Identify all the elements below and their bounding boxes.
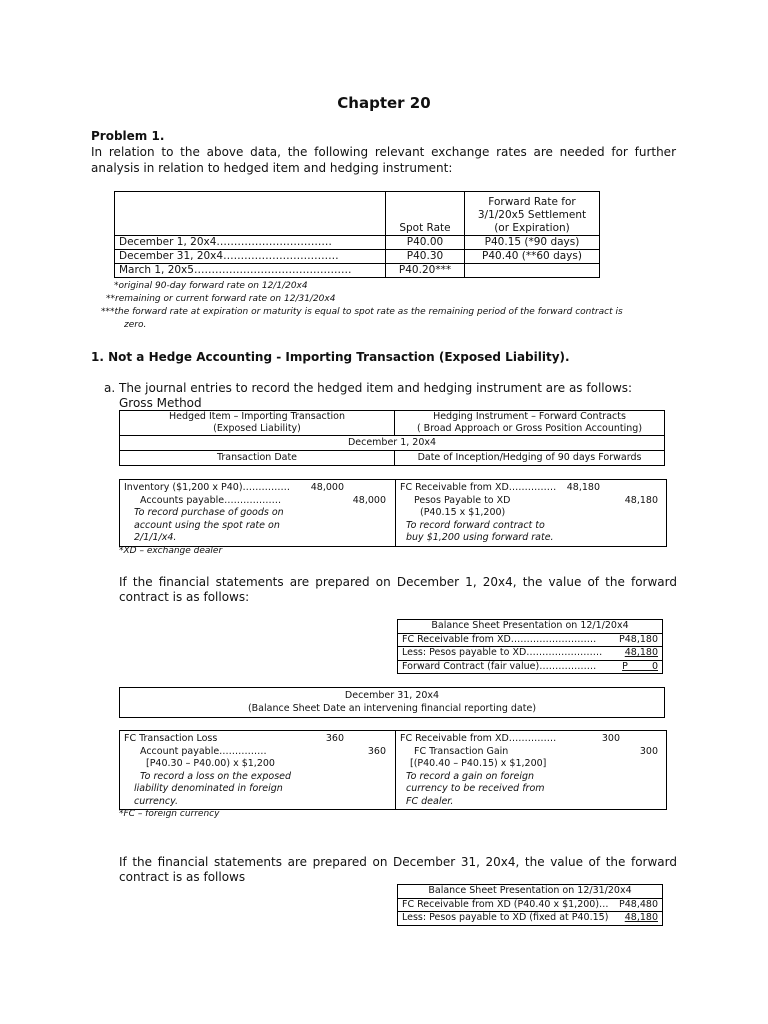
rates-date: December 31, 20x4……………………………	[115, 250, 386, 264]
je-credit-amount: 48,180	[624, 494, 658, 506]
bs-title: Balance Sheet Presentation on 12/1/20x4	[398, 620, 663, 634]
rates-row	[115, 250, 600, 264]
hedging-instrument-line-2: ( Broad Approach or Gross Position Accounting)	[416, 423, 643, 434]
je-explanation: To record forward contract to	[406, 519, 545, 531]
bs-label: FC Receivable from XD (P40.40 x $1,200)…	[398, 898, 615, 912]
hedging-instrument-header	[395, 411, 665, 436]
bs-value: 48,180	[613, 647, 662, 661]
je-explanation: account using the spot rate on	[134, 519, 280, 531]
hedged-item-line-1: Hedged Item – Importing Transaction	[169, 411, 345, 422]
je-credit-amount: 360	[367, 745, 386, 757]
rates-forward	[465, 264, 600, 278]
hedging-instrument-line-1: Hedging Instrument – Forward Contracts	[433, 411, 626, 422]
rates-spot: P40.20***	[386, 264, 465, 278]
bs-label: FC Receivable from XD………………………	[398, 633, 614, 647]
je-debit-amount: 48,000	[310, 482, 344, 493]
para-dec31-line-2: contract is as follows	[119, 870, 246, 884]
je-debit-account: FC Receivable from XD……………	[400, 733, 557, 744]
rates-date: December 1, 20x4……………………………	[115, 236, 386, 250]
bs-row	[398, 898, 663, 912]
rates-date: March 1, 20x5………………………………………	[115, 264, 386, 278]
rates-spot: P40.00	[386, 236, 465, 250]
bs-label: Less: Pesos payable to XD (fixed at P40.15)	[398, 912, 615, 926]
rates-forward: P40.40 (**60 days)	[465, 250, 600, 264]
bs-title-row	[398, 620, 663, 634]
bs-value: P48,180	[613, 633, 662, 647]
bs-title: Balance Sheet Presentation on 12/31/20x4	[398, 885, 663, 899]
bs-value: P 0	[613, 660, 662, 674]
gross-method-label: Gross Method	[119, 396, 202, 410]
bs-label: Forward Contract (fair value)………………	[398, 660, 614, 674]
intro-line-2: analysis in relation to hedged item and hedging instrument:	[91, 161, 453, 175]
je-credit-account: Account payable……………	[140, 745, 267, 757]
je-calc: (P40.15 x $1,200)	[420, 507, 506, 518]
je-explanation: FC dealer.	[406, 795, 454, 807]
inception-date-label: Date of Inception/Hedging of 90 days Forwards	[395, 451, 665, 466]
je-dec31-hedging-instrument	[396, 731, 666, 809]
je-calc: [P40.30 – P40.00) x $1,200	[146, 758, 275, 769]
je-calc: [(P40.40 – P40.15) x $1,200]	[410, 758, 547, 769]
footnote-3-line-2: zero.	[124, 320, 147, 330]
dec31-header-line-1: December 31, 20x4	[344, 690, 440, 701]
rates-header-blank	[115, 192, 386, 236]
rates-spot: P40.30	[386, 250, 465, 264]
balance-sheet-dec31	[397, 884, 663, 926]
je-explanation: 2/1/1/x4.	[134, 532, 177, 543]
hedge-header-row	[120, 411, 665, 436]
hedge-date: December 1, 20x4	[120, 436, 665, 451]
journal-entry-dec1	[119, 479, 667, 547]
je-credit-line	[400, 746, 666, 759]
je-dec1-hedged-item	[120, 480, 396, 546]
exchange-rates-table	[114, 191, 600, 278]
je1-note: *XD – exchange dealer	[119, 546, 223, 556]
je-credit-line	[124, 495, 395, 508]
je-explanation: To record a loss on the exposed	[140, 770, 292, 782]
journal-entry-dec31	[119, 730, 667, 810]
je-debit-line	[124, 482, 395, 495]
footnote-3-line-1: ***the forward rate at expiration or maturity is equal to spot rate as the remaining period of the forward contract is	[101, 307, 623, 317]
rates-header-row	[115, 192, 600, 236]
je-credit-line	[400, 495, 666, 508]
je-debit-line	[400, 733, 666, 746]
para-dec1-line-1: If the financial statements are prepared on December 1, 20x4, the value of the forward	[119, 575, 677, 589]
para-dec1-line-2: contract is as follows:	[119, 590, 250, 604]
hedged-item-header	[120, 411, 395, 436]
problem-heading: Problem 1.	[91, 129, 165, 143]
hedged-item-line-2: (Exposed Liability)	[213, 423, 301, 434]
je-dec31-hedged-item	[120, 731, 396, 809]
section-1-heading: 1. Not a Hedge Accounting - Importing Transaction (Exposed Liability).	[91, 350, 570, 364]
rates-header-spot: Spot Rate	[386, 192, 465, 236]
rates-row	[115, 264, 600, 278]
chapter-title: Chapter 20	[337, 94, 431, 112]
bs-title-row	[398, 885, 663, 899]
je-credit-account: FC Transaction Gain	[414, 745, 509, 757]
je-explanation: To record a gain on foreign	[406, 770, 535, 782]
intro-line-1: In relation to the above data, the following relevant exchange rates are needed for further	[91, 145, 676, 159]
hedge-date-row	[120, 436, 665, 451]
para-dec31-line-1: If the financial statements are prepared on December 31, 20x4, the value of the forward	[119, 855, 677, 869]
bs-value: 48,180	[615, 912, 663, 926]
bs-row	[398, 912, 663, 926]
hedge-header-table	[119, 410, 665, 466]
footnote-2: **remaining or current forward rate on 12/31/20x4	[106, 294, 336, 304]
je-credit-amount: 300	[639, 745, 658, 757]
je-debit-line	[400, 482, 666, 495]
je-debit-account: FC Transaction Loss	[124, 733, 218, 744]
footnote-1: *original 90-day forward rate on 12/1/20x4	[114, 281, 308, 291]
bs-label: Less: Pesos payable to XD……………………	[398, 647, 614, 661]
transaction-date-label: Transaction Date	[120, 451, 395, 466]
je-debit-line	[124, 733, 395, 746]
je-debit-amount: 360	[325, 733, 344, 744]
je-explanation: currency.	[134, 795, 179, 807]
rates-header-forward-2: 3/1/20x5 Settlement	[477, 209, 587, 221]
je-explanation: buy $1,200 using forward rate.	[406, 532, 554, 543]
rates-header-forward-3: (or Expiration)	[494, 222, 570, 234]
rates-forward: P40.15 (*90 days)	[465, 236, 600, 250]
balance-sheet-dec1	[397, 619, 663, 674]
je-debit-account: Inventory ($1,200 x P40)……………	[124, 482, 291, 493]
je2-note: *FC – foreign currency	[119, 809, 220, 819]
je-explanation: To record purchase of goods on	[134, 507, 284, 518]
je-debit-amount: 300	[601, 733, 620, 744]
rates-header-forward-1: Forward Rate for	[488, 196, 576, 208]
bs-row	[398, 633, 663, 647]
rates-header-forward	[465, 192, 600, 236]
hedge-sub-row	[120, 451, 665, 466]
je-credit-account: Pesos Payable to XD	[414, 494, 511, 506]
rates-row	[115, 236, 600, 250]
je-credit-amount: 48,000	[352, 494, 386, 506]
je-explanation: currency to be received from	[406, 783, 545, 794]
bs-row	[398, 647, 663, 661]
je-dec1-hedging-instrument	[396, 480, 666, 546]
bs-value: P48,480	[615, 898, 663, 912]
dec31-header-line-2: (Balance Sheet Date an intervening financial reporting date)	[247, 703, 537, 714]
je-explanation: liability denominated in foreign	[134, 783, 283, 794]
je-debit-account: FC Receivable from XD……………	[400, 482, 557, 493]
dec31-header-box	[119, 687, 665, 718]
item-a: a. The journal entries to record the hedged item and hedging instrument are as follows:	[104, 381, 633, 395]
je-debit-amount: 48,180	[566, 482, 600, 493]
bs-row	[398, 660, 663, 674]
je-credit-line	[124, 746, 395, 759]
je-credit-account: Accounts payable………………	[140, 494, 282, 506]
